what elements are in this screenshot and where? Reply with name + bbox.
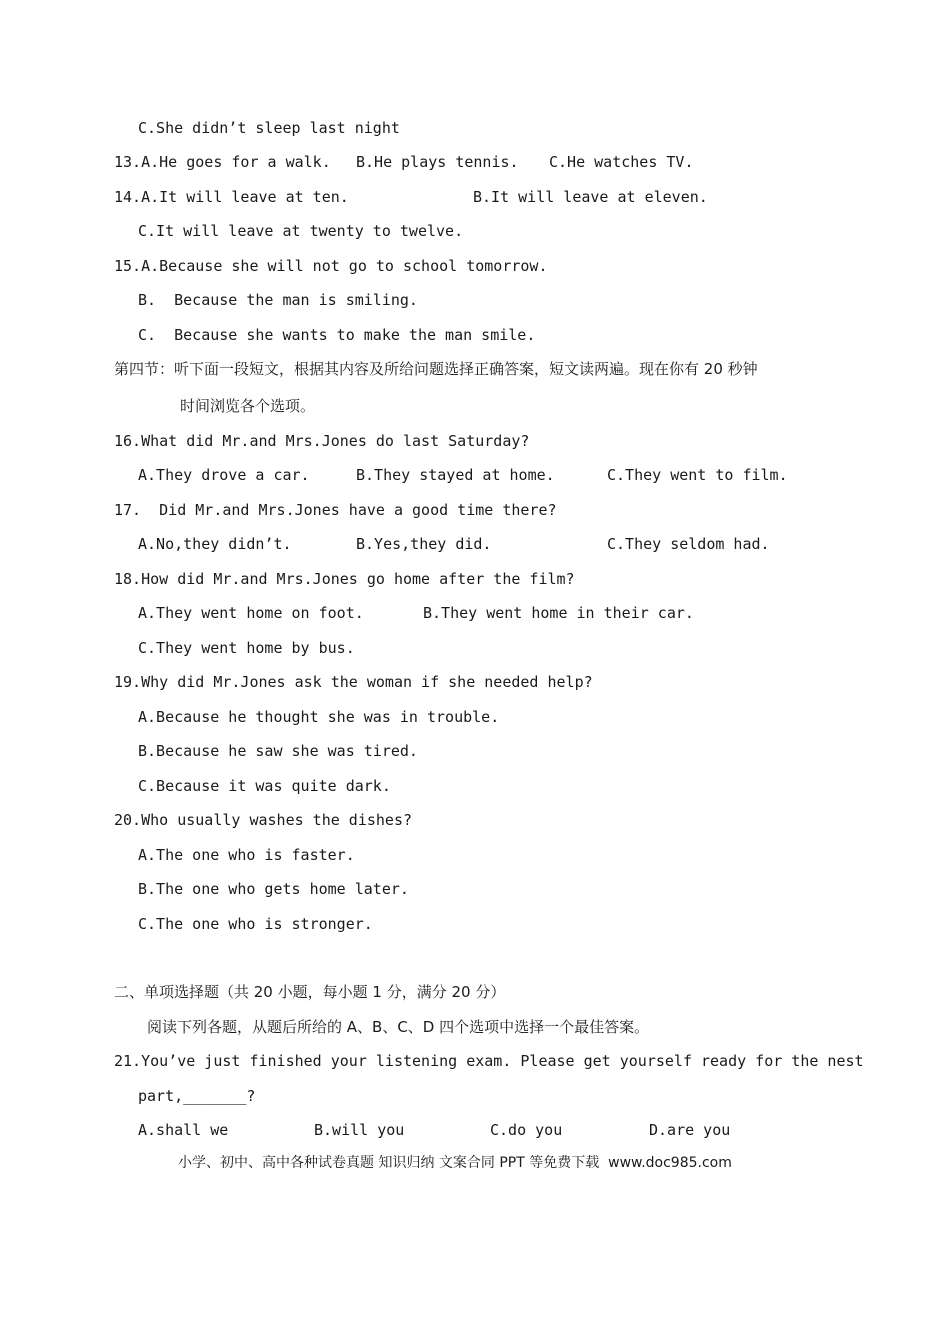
option-16b: B.They stayed at home. xyxy=(356,466,555,484)
question-21-cont: part,_______? xyxy=(138,1087,256,1105)
question-19: 19.Why did Mr.Jones ask the woman if she needed help? xyxy=(114,673,593,691)
option-18a: A.They went home on foot. xyxy=(138,604,364,622)
option-19b: B.Because he saw she was tired. xyxy=(138,742,418,760)
section-4-heading: 第四节：听下面一段短文，根据其内容及所给问题选择正确答案，短文读两遍。现在你有 20 秒钟 xyxy=(114,360,758,378)
question-13: 13.A.He goes for a walk. xyxy=(114,153,331,171)
page-footer: 小学、初中、高中各种试卷真题 知识归纳 文案合同 PPT 等免费下载 www.doc985.com xyxy=(178,1155,732,1171)
option-19a: A.Because he thought she was in trouble. xyxy=(138,708,500,726)
option-13c: C.He watches TV. xyxy=(549,153,694,171)
option-15c: C. Because she wants to make the man smile. xyxy=(138,326,536,344)
option-16a: A.They drove a car. xyxy=(138,466,310,484)
option-21d: D.are you xyxy=(649,1121,731,1139)
option-21b: B.will you xyxy=(314,1121,405,1139)
option-14b: B.It will leave at eleven. xyxy=(473,188,708,206)
option-15b: B. Because the man is smiling. xyxy=(138,291,418,309)
option-12c: C.She didn’t sleep last night xyxy=(138,119,400,137)
part-2-instruction: 阅读下列各题，从题后所给的 A、B、C、D 四个选项中选择一个最佳答案。 xyxy=(147,1018,650,1036)
question-14: 14.A.It will leave at ten. xyxy=(114,188,349,206)
option-17b: B.Yes,they did. xyxy=(356,535,492,553)
option-18c: C.They went home by bus. xyxy=(138,639,355,657)
option-14c: C.It will leave at twenty to twelve. xyxy=(138,222,464,240)
option-17c: C.They seldom had. xyxy=(607,535,770,553)
option-20a: A.The one who is faster. xyxy=(138,846,355,864)
option-20c: C.The one who is stronger. xyxy=(138,915,373,933)
option-20b: B.The one who gets home later. xyxy=(138,880,409,898)
question-20: 20.Who usually washes the dishes? xyxy=(114,811,413,829)
option-16c: C.They went to film. xyxy=(607,466,788,484)
option-19c: C.Because it was quite dark. xyxy=(138,777,391,795)
question-17: 17. Did Mr.and Mrs.Jones have a good time there? xyxy=(114,501,557,519)
question-18: 18.How did Mr.and Mrs.Jones go home after the film? xyxy=(114,570,575,588)
option-21c: C.do you xyxy=(490,1121,563,1139)
part-2-heading: 二、单项选择题（共 20 小题，每小题 1 分，满分 20 分） xyxy=(114,983,506,1001)
question-15: 15.A.Because she will not go to school tomorrow. xyxy=(114,257,548,275)
question-21: 21.You’ve just finished your listening exam. Please get yourself ready for the nest xyxy=(114,1052,864,1070)
question-16: 16.What did Mr.and Mrs.Jones do last Saturday? xyxy=(114,432,530,450)
option-17a: A.No,they didn’t. xyxy=(138,535,292,553)
option-21a: A.shall we xyxy=(138,1121,229,1139)
option-13b: B.He plays tennis. xyxy=(356,153,519,171)
section-4-heading-cont: 时间浏览各个选项。 xyxy=(180,397,316,415)
option-18b: B.They went home in their car. xyxy=(423,604,694,622)
